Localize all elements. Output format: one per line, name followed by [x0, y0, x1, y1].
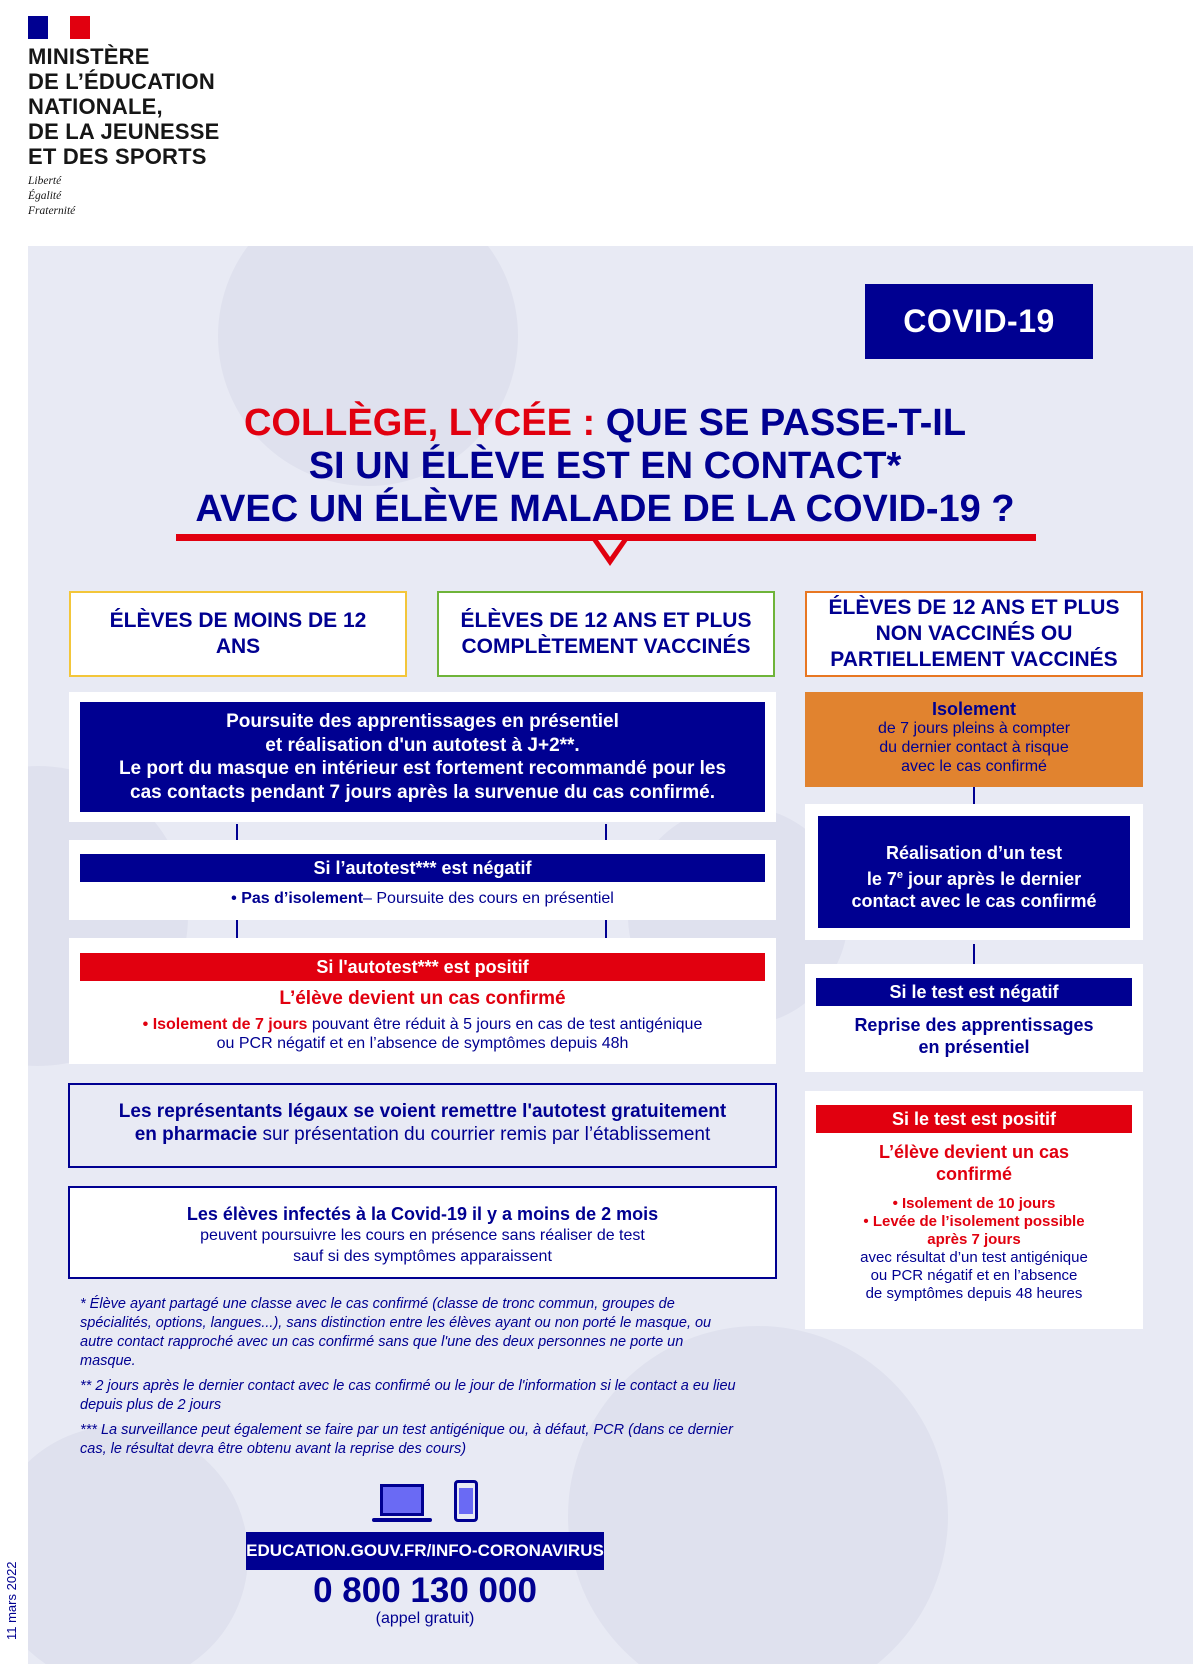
- isolation-7-days-text: [69, 1015, 776, 1053]
- column-header-under-12: [69, 591, 407, 677]
- main-instructions-box: [80, 702, 765, 812]
- test-line: le 7: [866, 869, 897, 889]
- connector-line: [236, 824, 238, 840]
- title-line2: SI UN ÉLÈVE EST EN CONTACT*: [308, 445, 902, 487]
- test-positive-bar: Si le test est positif: [816, 1105, 1132, 1133]
- motto-line: Égalité: [28, 190, 62, 202]
- pharmacy-text: sur présentation du courrier remis par l’établissement: [257, 1124, 711, 1145]
- autotest-negative-text: [69, 890, 776, 908]
- isolation-text: pouvant être réduit à 5 jours en cas de test antigénique: [307, 1016, 703, 1033]
- hotline-note: (appel gratuit): [375, 1610, 475, 1627]
- footnotes: [80, 1295, 740, 1459]
- headline-line: confirmé: [935, 1164, 1013, 1184]
- connector-line: [605, 920, 607, 938]
- detail-line: ou PCR négatif et en l’absence: [870, 1267, 1078, 1284]
- resume-line: Reprise des apprentissages: [854, 1015, 1094, 1035]
- column-header-label: ÉLÈVES DE MOINS DE 12 ANS: [109, 609, 367, 658]
- test-negative-card: [805, 964, 1143, 1072]
- isolation-line: du dernier contact à risque: [879, 739, 1069, 756]
- recently-infected-title: Les élèves infectés à la Covid-19 il y a moins de 2 mois: [186, 1204, 659, 1224]
- hotline-number: 0 800 130 000: [313, 1571, 537, 1610]
- instruction-line: Poursuite des apprentissages en présentiel: [226, 711, 619, 732]
- isolation-line: de 7 jours pleins à compter: [877, 720, 1071, 737]
- main-instructions-card: [69, 692, 776, 822]
- test-line: Réalisation d’un test: [885, 843, 1063, 863]
- headline-line: L’élève devient un cas: [878, 1142, 1070, 1162]
- laptop-icon: [372, 1484, 432, 1526]
- ministry-line: ET DES SPORTS: [28, 144, 207, 169]
- test-card: [805, 804, 1143, 940]
- no-isolation-text: – Poursuite des cours en présentiel: [363, 890, 614, 907]
- test-line: jour après le dernier: [903, 869, 1082, 889]
- footnote: ** 2 jours après le dernier contact avec le cas confirmé ou le jour de l'information si le contact a eu lieu depuis plus de 2 jours: [80, 1378, 736, 1413]
- bullet-line: après 7 jours: [927, 1231, 1021, 1248]
- autotest-positive-bar: Si l'autotest*** est positif: [80, 953, 765, 981]
- test-box: [818, 816, 1130, 928]
- test-positive-headline: [805, 1141, 1143, 1185]
- isolation-line: avec le cas confirmé: [901, 758, 1047, 775]
- recently-infected-box: [68, 1186, 777, 1279]
- pharmacy-line1: Les représentants légaux se voient remettre l'autotest gratuitement: [118, 1101, 727, 1122]
- bullet-line: • Levée de l’isolement possible: [863, 1213, 1085, 1230]
- ministry-name: [28, 44, 288, 169]
- isolation-title: Isolement: [931, 699, 1017, 719]
- connector-line: [973, 787, 975, 804]
- ministry-line: DE LA JEUNESSE: [28, 119, 220, 144]
- title-line3: AVEC UN ÉLÈVE MALADE DE LA COVID-19 ?: [195, 488, 1015, 530]
- test-negative-text: [805, 1014, 1143, 1058]
- isolation-7-days-label: • Isolement de 7 jours: [142, 1016, 308, 1033]
- footnote: *** La surveillance peut également se faire par un test antigénique ou, à défaut, PCR (dans ce dernier cas, le résultat devra être obtenu avant la reprise des cours): [80, 1422, 733, 1457]
- resume-line: en présentiel: [918, 1037, 1030, 1057]
- recently-infected-line3: sauf si des symptômes apparaissent: [293, 1248, 552, 1265]
- test-superscript: e: [896, 869, 904, 881]
- column-header-label: ÉLÈVES DE 12 ANS ET PLUS COMPLÈTEMENT VACCINÉS: [460, 609, 752, 658]
- bullet-line: • Isolement de 10 jours: [892, 1195, 1056, 1212]
- column-header-label: ÉLÈVES DE 12 ANS ET PLUS NON VACCINÉS OU PARTIELLEMENT VACCINÉS: [828, 596, 1120, 671]
- republic-motto: [28, 174, 75, 219]
- column-header-unvaccinated: [805, 591, 1143, 677]
- motto-line: Liberté: [28, 175, 62, 187]
- autotest-negative-card: [69, 840, 776, 920]
- title-red-part: COLLÈGE, LYCÉE :: [243, 402, 596, 444]
- info-url-link[interactable]: EDUCATION.GOUV.FR/INFO-CORONAVIRUS: [246, 1532, 604, 1570]
- footnote: * Élève ayant partagé une classe avec le cas confirmé (classe de tronc commun, groupes de spécialités, options, langues...), sans distinction entre les élèves ayant ou non porté le masque, ou autre contact rapproché avec un cas confirmé sans que l'une des deux personnes ne porte un masque.: [80, 1296, 712, 1369]
- column-header-vaccinated: [437, 591, 775, 677]
- test-line: contact avec le cas confirmé: [851, 891, 1097, 911]
- connector-line: [236, 920, 238, 938]
- recently-infected-line2: peuvent poursuivre les cours en présence sans réaliser de test: [200, 1227, 645, 1244]
- motto-line: Fraternité: [28, 205, 76, 217]
- autotest-positive-card: [69, 938, 776, 1064]
- instruction-line: et réalisation d'un autotest à J+2**.: [265, 734, 580, 756]
- isolation-box: [805, 692, 1143, 787]
- test-negative-bar: Si le test est négatif: [816, 978, 1132, 1006]
- covid-badge: COVID-19: [865, 284, 1093, 359]
- republique-francaise-flag-logo: [28, 16, 90, 39]
- confirmed-case-headline: L’élève devient un cas confirmé: [279, 988, 566, 1009]
- connector-line: [973, 944, 975, 964]
- instruction-line: Le port du masque en intérieur est fortement recommandé pour les: [118, 758, 727, 779]
- pharmacy-info-box: [68, 1083, 777, 1168]
- detail-line: de symptômes depuis 48 heures: [865, 1285, 1083, 1302]
- instruction-line: cas contacts pendant 7 jours après la survenue du cas confirmé.: [130, 781, 715, 803]
- page-title: [100, 402, 1110, 531]
- no-isolation-label: • Pas d’isolement: [231, 890, 364, 907]
- smartphone-icon: [454, 1480, 478, 1522]
- virus-decoration: [28, 1426, 248, 1664]
- ministry-line: DE L’ÉDUCATION: [28, 69, 215, 94]
- ministry-line: NATIONALE,: [28, 94, 163, 119]
- isolation-text-line2: ou PCR négatif et en l’absence de symptômes depuis 48h: [216, 1035, 629, 1052]
- title-line1: QUE SE PASSE-T-IL: [595, 402, 967, 444]
- test-positive-card: [805, 1091, 1143, 1329]
- test-positive-details: [805, 1195, 1143, 1303]
- connector-line: [605, 824, 607, 840]
- ministry-line: MINISTÈRE: [28, 44, 150, 69]
- detail-line: avec résultat d’un test antigénique: [860, 1249, 1088, 1266]
- publication-date: 11 mars 2022: [4, 1561, 19, 1640]
- pharmacy-bold: en pharmacie: [134, 1124, 258, 1145]
- title-arrow-inner: [598, 540, 622, 557]
- autotest-negative-bar: Si l’autotest*** est négatif: [80, 854, 765, 882]
